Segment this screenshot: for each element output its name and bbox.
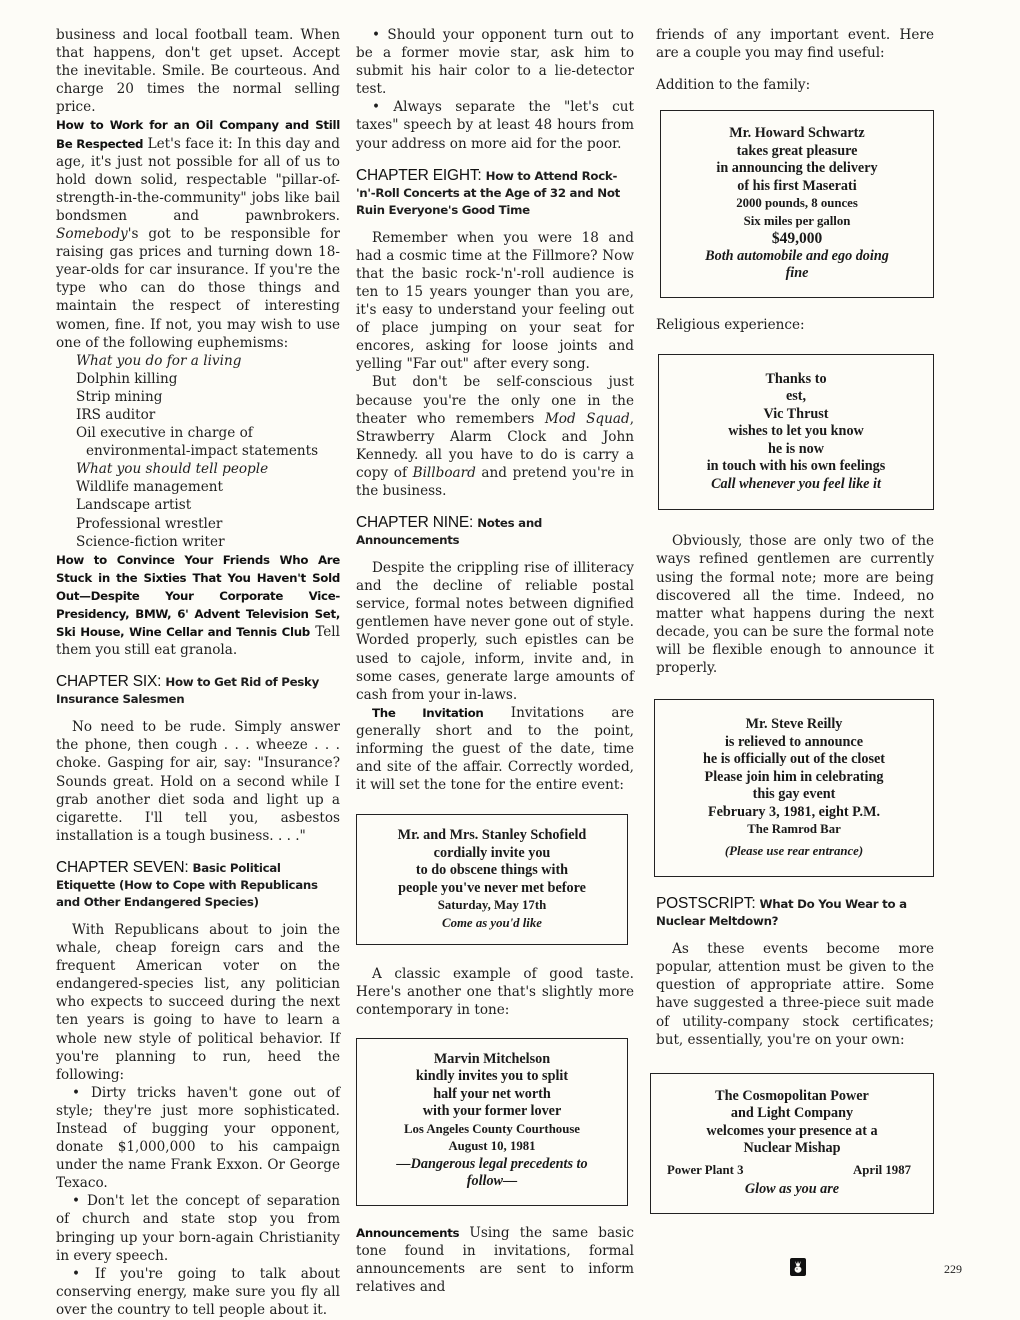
list-item: What you do for a living (76, 352, 242, 369)
list-item: Landscape artist (76, 497, 192, 514)
column-3 (656, 26, 934, 1214)
paragraph: Obviously, those are only two of the ways refined gentlemen are currently using the formal note; more are being discovered all the time. Indeed, no matter what happens during the next decade, you can be sure the formal note will be flexible enough to announce it properly. (656, 533, 934, 677)
paragraph: business and local football team. When that happens, don't get upset. Accept the inevitable. Smile. Be courteous. And charge 20 times the normal selling price. (56, 27, 340, 116)
section-heading: How to Work for an Oil Company and Still Be Respected (56, 118, 340, 151)
paragraph: No need to be rude. Simply answer the phone, then cough . . . wheeze . . . choke. Gasping for air, say: "Insurance? Sounds great. Hold on a second while I grab another diet soda and light up a cigarette. I'll tell you, asbestos installation is a tough business. . . ." (56, 719, 340, 844)
announcement-card-thrust: Thanks to est, Vic Thrust wishes to let you know he is now in touch with his own feelings Call whenever you feel like it (658, 354, 934, 511)
chapter-heading: CHAPTER SEVEN: Basic Political Etiquette (How to Cope with Republicans and Other Endangered Species) (56, 858, 318, 909)
paragraph: How to Convince Your Friends Who Are Stuck in the Sixties That You Haven't Sold Out—Despite Your Corporate Vice-Presidency, BMW, 6' Advent Television Set, Ski House, Wine Cellar and Tennis Club Tell them you still eat granola. (56, 552, 340, 659)
list-item: Science-fiction writer (76, 533, 225, 550)
label: Addition to the family: (656, 77, 811, 94)
list-item: Professional wrestler (76, 515, 223, 532)
list-item: Wildlife management (76, 479, 223, 496)
chapter-heading: CHAPTER NINE: Notes and Announcements (356, 514, 543, 548)
paragraph: The Invitation Invitations are generally short and to the point, informing the guest of the date, time and site of the affair. Correctly worded, it will set the tone for the entire event: (356, 704, 634, 794)
bullet-paragraph: • If you're going to talk about conserving energy, make sure you fly all over the country to tell people about it. (56, 1265, 340, 1318)
column-1 (56, 26, 340, 1319)
page-number: 229 (944, 1262, 962, 1276)
list-item: Strip mining (76, 388, 163, 405)
bullet-paragraph: • Dirty tricks haven't gone out of style; they're just more sophisticated. Instead of bugging your opponent, donate $1,000,000 to his campaign under the name Frank Exxon. Or George Texaco. (56, 1084, 340, 1192)
column-2 (356, 26, 634, 1296)
list-item: Oil executive in charge of environmental-impact statements (76, 425, 319, 460)
paragraph: How to Work for an Oil Company and Still Be Respected Let's face it: In this day and age, it's just not possible for all of us to hold down solid, respectable "pillar-of-strength-in-the-community" jobs like bail bondsmen and pawnbrokers. Somebody's got to be responsible for raising gas prices and turning down 18-year-olds for car insurance. If you're the type who can do those things and maintain the respect of interesting women, fine. If not, you may wish to use one of the following euphemisms: (56, 118, 340, 351)
euphemism-list (56, 352, 340, 551)
paragraph: But don't be self-conscious just because you're the only one in the theater who remembers Mod Squad, Strawberry Alarm Clock and John Kennedy. all you have to do is carry a copy of Billboard and pretend you're in the business. (356, 374, 635, 499)
bullet-paragraph: • Don't let the concept of separation of church and state stop you from bringing up your born-again Christianity in every speech. (56, 1193, 340, 1264)
invitation-card-cosmopolitan: The Cosmopolitan Power and Light Company welcomes your presence at a Nuclear Mishap Power Plant 3 April 1987 Glow as you are (650, 1073, 934, 1214)
paragraph: friends of any important event. Here are a couple you may find useful: (656, 27, 934, 62)
chapter-heading: POSTSCRIPT: What Do You Wear to a Nuclear Meltdown? (656, 895, 907, 929)
paragraph: Remember when you were 18 and had a cosmic time at the Fillmore? Now that the basic rock-'n'-roll audience is ten to 15 years younger than you are, it's easy to understand your feeling out of place jumping on your seat for encores, asking for loose joints and yelling "Far out" after every song. (356, 229, 634, 373)
list-item: IRS auditor (76, 406, 156, 423)
paragraph: Despite the crippling rise of illiteracy and the decline of reliable postal service, formal notes between dignified gentlemen have never gone out of style. Worded properly, such epistles can be used to cajole, inform, invite and, in some cases, generate large amounts of cash from your in-laws. (356, 560, 634, 703)
paragraph: With Republicans about to join the whale, cheap foreign cars and the frequent American voter on the endangered-species list, any politician who expects to succeed during the next ten years is going to have to learn a whole new style of political behavior. If you're planning to run, heed the following: (56, 921, 340, 1083)
chapter-heading: CHAPTER SIX: How to Get Rid of Pesky Insurance Salesmen (56, 673, 319, 707)
paragraph: A classic example of good taste. Here's another one that's slightly more contemporary in tone: (356, 966, 634, 1019)
chapter-heading: CHAPTER EIGHT: How to Attend Rock-'n'-Roll Concerts at the Age of 32 and Not Ruin Everyone's Good Time (356, 166, 620, 217)
label: Religious experience: (656, 316, 805, 333)
section-heading: Announcements (356, 1225, 460, 1240)
list-item: What you should tell people (76, 461, 269, 478)
bullet-paragraph: • Should your opponent turn out to be a former movie star, ask him to submit his hair color to a lie-detector test. (356, 27, 634, 98)
rabbit-head-logo-icon (790, 1258, 806, 1276)
invitation-card-mitchelson: Marvin Mitchelson kindly invites you to split half your net worth with your former lover Los Angeles County Courthouse August 10, 1981 —Dangerous legal precedents to follow— (356, 1038, 628, 1206)
paragraph: As these events become more popular, attention must be given to the question of appropriate attire. Some have suggested a three-piece suit made of utility-company stock certificates; but, essentially, you're on your own: (656, 941, 934, 1048)
bullet-paragraph: • Always separate the "let's cut taxes" speech by at least 48 hours from your address on more aid for the poor. (356, 99, 634, 152)
section-heading: How to Convince Your Friends Who Are Stuck in the Sixties That You Haven't Sold Out—Despite Your Corporate Vice-Presidency, BMW, 6' Advent Television Set, Ski House, Wine Cellar and Tennis Club (56, 552, 340, 640)
list-item: Dolphin killing (76, 370, 178, 387)
paragraph: Announcements Using the same basic tone found in invitations, formal announcements are sent to inform relatives and (356, 1224, 634, 1295)
invitation-card-schofield: Mr. and Mrs. Stanley Schofield cordially invite you to do obscene things with people you've never met before Saturday, May 17th Come as you'd like (356, 814, 628, 945)
announcement-card-schwartz: Mr. Howard Schwartz takes great pleasure in announcing the delivery of his first Maserati 2000 pounds, 8 ounces Six miles per gallon $49,000 Both automobile and ego doing fine (660, 110, 934, 298)
section-heading: The Invitation (372, 705, 484, 720)
announcement-card-reilly: Mr. Steve Reilly is relieved to announce he is officially out of the closet Please join him in celebrating this gay event February 3, 1981, eight P.M. The Ramrod Bar (Please use rear entrance) (654, 699, 934, 877)
